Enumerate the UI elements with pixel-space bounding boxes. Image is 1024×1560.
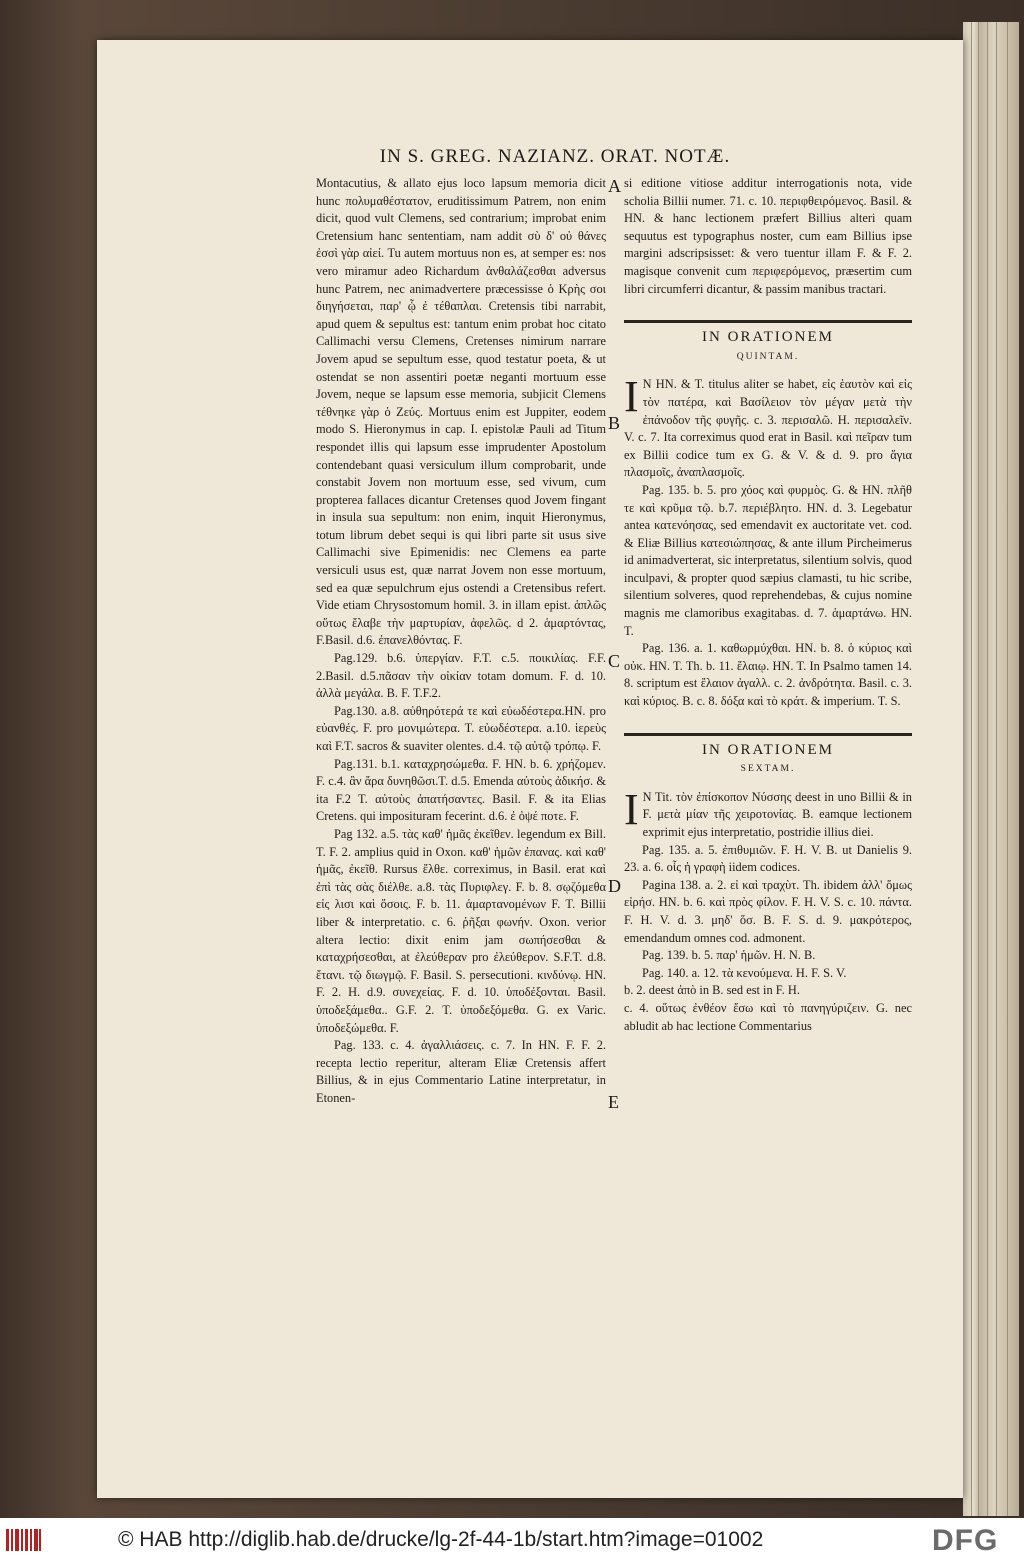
left-paragraph-5: Pag 132. a.5. τὰς καθ' ἡμᾶς ἐκεῖθεν. legendum ex Bill. T. F. 2. amplius quid in Oxon. καθ' ἡμῶν ἐπανας. καὶ καθ' ἡμᾶς, ἐκεῖθ. Rursus ἔλθε. correximus, in Basil. erat καὶ ἐπὶ τὰς σὰς διέλθε. a.8. τὰς Πυριφλεγ. F. b. 8. σῳζόμεθα εἰς λισι καὶ ὅσοις. F. b. 11. ἁμαρτανομένων F. T. Billii liber & interpretatio. c. 6. ῥῆξαι φωνήν. Oxon. verior altera lectio: dixit enim jam σωπήσεσθαι & καταχρήσεσθαι, at ἐλεύθεραν pro ἐλεύθερον. S.F.T. d.8. ἔτανι. τῷ διωγμῷ. F. Basil. S. persecutioni. κινδύνῳ. HN. F. 2. H. d.9. συνεχείας. F. d. 10. ὑποδέξονται. Basil. ὑποδεξάμεθα.. G.F. 2. T. ὑποδεξόμεθα. G. ex Varic. ὑποδεξώμεθα. F. (316, 826, 606, 1035)
section-5-paragraph-1: N HN. & T. titulus aliter se habet, εἰς ἑαυτὸν καὶ εἰς τὸν πατέρα, καὶ Βασίλειον τὸν μέγαν μετὰ τὴν ἐπάνοδον τῆς φυγῆς. c. 3. περισαλῶ. H. περισαλεῖν. V. c. 7. Ita correximus quod erat in Basil. καὶ πεῖραν tum ex Billii codice tum ex G. & V. & d. 9. pro ἅγια πλασμοῖς, ἀναπλασμοῖς. (624, 377, 912, 480)
margin-letter-d: D (608, 876, 621, 896)
section-5-subtitle: QUINTAM. (736, 351, 800, 362)
hab-barcode-logo-icon (6, 1527, 42, 1553)
section-5-title: IN ORATIONEM (702, 329, 834, 346)
section-6-paragraph-3: Pagina 138. a. 2. εἰ καὶ τραχὺτ. Th. ibidem ἀλλ' ὅμως εἰρήσ. HN. b. 6. καὶ πρὸς φίλον. F. H. V. S. c. 10. πάντα. F. H. V. d. 3. μηδ' ὅσ. B. F. S. d. 9. μακρότερος, emendandum omnes cod. admonent. (624, 877, 912, 945)
dfg-logo: DFG (932, 1524, 999, 1557)
section-5-paragraph-2: Pag. 135. b. 5. pro χόος καὶ φυρμὸς. G. & HN. πλῆθ τε καὶ κρῦμα τῷ. b.7. περιέβλητο. HN. d. 3. Legebatur antea κατενόησας, sed emendavit ex auctoritate vet. cod. & Eliæ Billius κατεσιώπησας, & ante illum Pircheimerus id animadverterat, sic interpretatus, silentium solvis, quod inculpavi, & propter quod sæpius clamasti, tu hic scribe, silentium solveres, quod reprehendebas, & cujus nomine magnis me clamoribus exagitabas. d. 7. ἁμαρτάνω. HN. T. (624, 482, 912, 638)
section-5-paragraph-3: Pag. 136. a. 1. καθωρμύχθαι. HN. b. 8. ὁ κύριος καὶ οὐκ. HN. T. Th. b. 11. ἔλαιῳ. HN. T. In Psalmo tamen 14. 8. scriptum est ἔλαιον ἀγαλλ. c. 2. ἀνδρότητα. Basil. c. 3. καὶ κύριος. B. c. 8. δόξα καὶ τὸ κράτ. & imperium. T. S. (624, 641, 912, 709)
section-6-dropcap: I (624, 784, 639, 834)
section-6-title: IN ORATIONEM (702, 741, 834, 758)
book-page-edges (963, 22, 1019, 1516)
left-paragraph-1: Montacutius, & allato ejus loco lapsum memoria dicit hunc πολυμαθέστατον, eruditissimum Patrem, non enim dicit, quod vult Clemens, sed contrarium; improbat enim Cretensium hanc sententiam, nam addit σὺ δ' οὐ θάνες ἐσσὶ γὰρ αἰεί. Tu autem mortuus non es, at semper es: nos vero miramur adeo Richardum ἀνθαλάζεσθαι adversus hunc Patrem, nec animadvertere præcessisse ὁ Κρὴς σοι διηγήσεται, παρ' ᾧ ἐ τέθαπλαι. Cretensis tibi narrabit, apud quem & sepultus est: tantum enim probat hoc citato Callimachi versu Clemens, Cretenses nimirum narrare Jovem apud se sepultum esse, quod testatur poeta, & ut ostendat se non assentiri poetæ neganti mortuum esse Jovem, neque se lapsum esse memoria, subjicit Clemens τέθνηκε γὰρ ὁ Ζεύς. Mortuus enim est Juppiter, eodem modo S. Hieronymus in cap. I. epistolæ Pauli ad Titum respondet illis qui lapsum esse imprudenter Apostolum contendebant quasi versiculum illum comprobarit, unde constabit Jovem non mortuum esse, sed vivum, cum propterea fallaces dicantur Cretenses quod Jovem fingant in insula sua sepultum: non enim, inquit Hieronymus, totum librum debet sequi is qui libri parte sit usus sive Callimachi sive Epimenidis: nec Clemens ea parte versiculi usus est, quæ narrat Jovem non esse mortuum, sed ea quæ sepulchrum ejus ostendi a Cretensibus refert. Vide etiam Chrysostomum homil. 3. in illam epist. ἁπλῶς οὕτως ἔλαβε τὴν μαρτυρίαν, ἀφελῶς. d 2. ἁμαρτόντας, F.Basil. d.6. ἐπανελθόντας. F. (316, 176, 606, 648)
left-column (316, 175, 606, 1107)
section-divider-5 (624, 320, 912, 323)
section-6-paragraph-5: Pag. 140. a. 12. τὰ κενούμενα. H. F. S. V. (642, 965, 847, 980)
left-paragraph-2: Pag.129. b.6. ὑπεργίαν. F.T. c.5. ποικιλίας. F.F. 2.Basil. d.5.πᾶσαν τὴν οἰκίαν totam domum. F. d. 10. ἀλλὰ μεγάλα. B. F. T.F.2. (316, 651, 606, 701)
viewer-footer (0, 1518, 1024, 1560)
margin-letter-c: C (608, 651, 621, 671)
section-6-paragraph-2: Pag. 135. a. 5. ἐπιθυμιῶν. F. H. V. B. ut Danielis 9. 23. a. 6. οἷς ἡ γραφὴ iidem codices. (624, 842, 912, 875)
section-6-paragraph-1: N Tit. τὸν ἐπίσκοπον Νύσσης deest in uno Billii & in F. μετὰ μίαν τῆς χειροτονίας. B. eamque lectionem exprimit ejus interpretatio, postridie illius diei. (642, 789, 912, 839)
section-6-subtitle: SEXTAM. (740, 764, 796, 775)
running-head: IN S. GREG. NAZIANZ. ORAT. NOTÆ. (379, 146, 731, 167)
left-paragraph-6: Pag. 133. c. 4. ἀγαλλιάσεις. c. 7. In HN. F. F. 2. recepta lectio reperitur, alteram Eliæ Cretensis affert Billius, & in ejus Commentario Latine interpretatur, in Etonen- (316, 1038, 606, 1105)
margin-letter-b: B (608, 413, 621, 433)
left-paragraph-3: Pag.130. a.8. αὐθηρότερά τε καὶ εὐωδέστερα.HN. pro εὐανθές. F. pro μονιμώτερα. T. εὐωδέστερα. a.10. ἱερεὺς καὶ F.T. sacros & suaviter olentes. d.4. τῷ αὐτῷ τρόπῳ. F. (316, 703, 606, 753)
section-6-paragraph-4: Pag. 139. b. 5. παρ' ἡμῶν. H. N. B. (642, 948, 816, 963)
right-column (624, 175, 912, 1035)
section-5-dropcap: I (624, 372, 639, 422)
section-6-paragraph-7: c. 4. οὕτως ἐνθέον ἔσω καὶ τὸ πανηγύριζειν. G. nec abludit ab hac lectione Commentarius (624, 1000, 912, 1033)
section-6-paragraph-6: b. 2. deest ἀπὸ in B. sed est in F. H. (624, 983, 800, 998)
margin-letter-a: A (608, 176, 621, 196)
margin-letter-e: E (608, 1092, 619, 1112)
right-paragraph-top: si editione vitiose additur interrogationis nota, vide scholia Billii numer. 71. c. 10. περιφθειρόμενος. Basil. & HN. & hanc lectionem præfert Billius alteri quam sequutus est typographus noster, cum eam Billius ipse margini adscripsisset: & vero tuentur illam F. & F. 2. magisque convenit cum περιφερόμενος, præsertim cum libri circumferri dicantur, & passim manibus tractari. (624, 176, 912, 296)
section-divider-6 (624, 733, 912, 736)
left-paragraph-4: Pag.131. b.1. καταχρησώμεθα. F. HN. b. 6. χρήζομεν. F. c.4. ἂν ἄρα δυνηθῶσι.T. d.5. Emenda αὐτοὺς ἀδικήσ. & ita F.2 T. αὐτοὺς ἀπατήσαντες. Basil. F. & ita Elias Cretens. qui imposituram fecerint. d.6. ἐ ὀψέ ποτε. F. (316, 756, 606, 824)
copyright-url: © HAB http://diglib.hab.de/drucke/lg-2f-44-1b/start.htm?image=01002 (118, 1528, 764, 1551)
